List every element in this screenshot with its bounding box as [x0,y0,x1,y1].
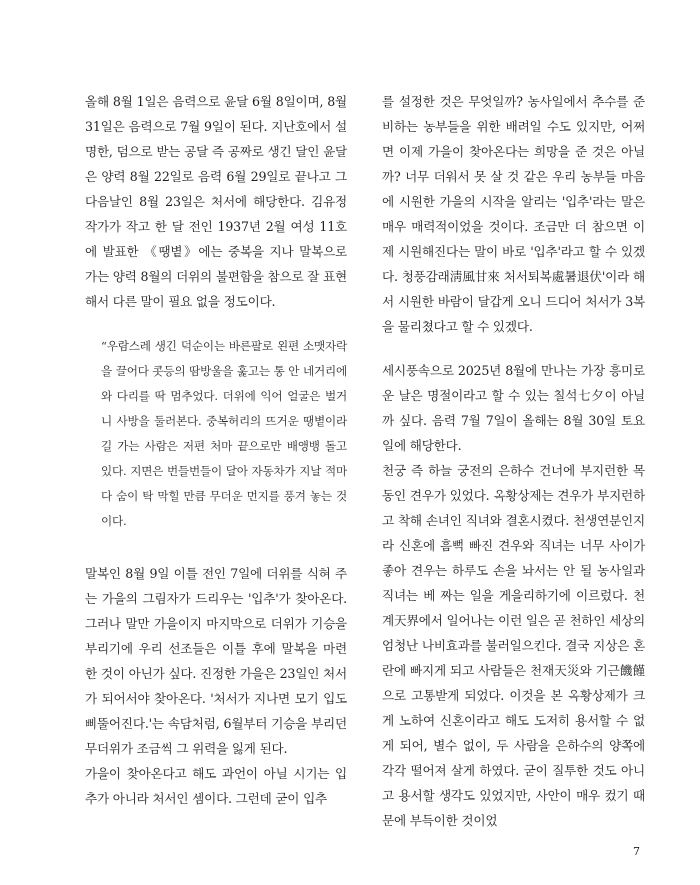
body-paragraph: 가을이 찾아온다고 해도 과언이 아닐 시기는 입추가 아니라 처서인 셈이다. 그런데 굳이 입추 [85,766,347,806]
body-paragraph: 말복인 8월 9일 이틀 전인 7일에 더위를 식혀 주는 가을의 그림자가 드리우는 '입추'가 찾아온다. 그러나 말만 가을이지 마지막으로 더위가 기승을 부리기에 우리 선조들은 이틀 후에 말복을 마련한 것이 아닌가 싶다. 진정한 가을은 23일인 처서가 되어서야 찾아온다. '처서가 지나면 모기 입도 삐뚤어진다.'는 속담처럼, 6월부터 기승을 부리던 무더위가 조금씩 그 위력을 잃게 된다. [85,566,347,756]
body-paragraph: 세시풍속으로 2025년 8월에 만나는 가장 흥미로운 날은 명절이라고 할 수 있는 칠석七夕이 아닐까 싶다. 음력 7월 7일이 올해는 8월 30일 토요일에 해당한다. [382,363,645,453]
left-column [85,89,347,811]
block-quote: “우람스레 생긴 덕순이는 바른팔로 왼편 소맷자락을 끌어다 콧등의 땀방울을 훑고는 통 안 네거리에 와 다리를 딱 멈추었다. 더위에 익어 얼굴은 벌거니 사방을 둘러본다. 중복허리의 뜨거운 땡볕이라 길 가는 사람은 저편 처마 끝으로만 배앵뱅 돌고 있다. 지면은 번들번들이 달아 자동차가 지날 적마다 숨이 탁 막힐 만큼 무더운 먼지를 풍겨 놓는 것이다. [101,339,347,528]
page-number: 7 [633,845,640,858]
body-paragraph: 를 설정한 것은 무엇일까? 농사일에서 추수를 준비하는 농부들을 위한 배려일 수도 있지만, 어쩌면 이제 가을이 찾아온다는 희망을 준 것은 아닐까? 너무 더워서 못 살 것 같은 우리 농부들 마음에 시원한 가을의 시작을 알리는 '입추'라는 말은 매우 매력적이었을 것이다. 조금만 더 참으면 이제 시원해진다는 말이 바로 '입추'라고 할 수 있겠다. 청풍감래淸風甘來 처서퇴복處暑退伏'이라 해서 시원한 바람이 달갑게 오니 드디어 처서가 3복을 물리쳤다고 할 수 있겠다. [382,94,645,334]
right-column [382,89,645,833]
body-paragraph: 천궁 즉 하늘 궁전의 은하수 건너에 부지런한 목동인 견우가 있었다. 옥황상제는 견우가 부지런하고 착해 손녀인 직녀와 결혼시켰다. 천생연분인지라 신혼에 흠뻑 빠진 견우와 직녀는 너무 사이가 좋아 견우는 하루도 손을 놔서는 안 될 농사일과 직녀는 베 짜는 일을 게을리하기에 이르렀다. 천계天界에서 일어나는 이런 일은 곧 천하인 세상의 엄청난 나비효과를 불러일으킨다. 결국 지상은 혼란에 빠지게 되고 사람들은 천재天災와 기근饑饉으로 고통받게 되었다. 이것을 본 옥황상제가 크게 노하여 신혼이라고 해도 도저히 용서할 수 없게 되어, 별수 없이, 두 사람을 은하수의 양쪽에 각각 떨어져 살게 하였다. 굳이 질투한 것도 아니고 용서할 생각도 있었지만, 사안이 매우 컸기 때문에 부득이한 것이었 [382,463,645,828]
body-paragraph: 올해 8월 1일은 음력으로 윤달 6월 8일이며, 8월 31일은 음력으로 7월 9일이 된다. 지난호에서 설명한, 덤으로 받는 공달 즉 공짜로 생긴 달인 윤달은 양력 8월 22일로 음력 6월 29일로 끝나고 그 다음날인 8월 23일은 처서에 해당한다. 김유정 작가가 작고 한 달 전인 1937년 2월 여성 11호에 발표한 《땡볕》에는 중복을 지나 말복으로 가는 양력 8월의 더위의 불편함을 참으로 잘 표현해서 다른 말이 필요 없을 정도이다. [85,94,347,309]
